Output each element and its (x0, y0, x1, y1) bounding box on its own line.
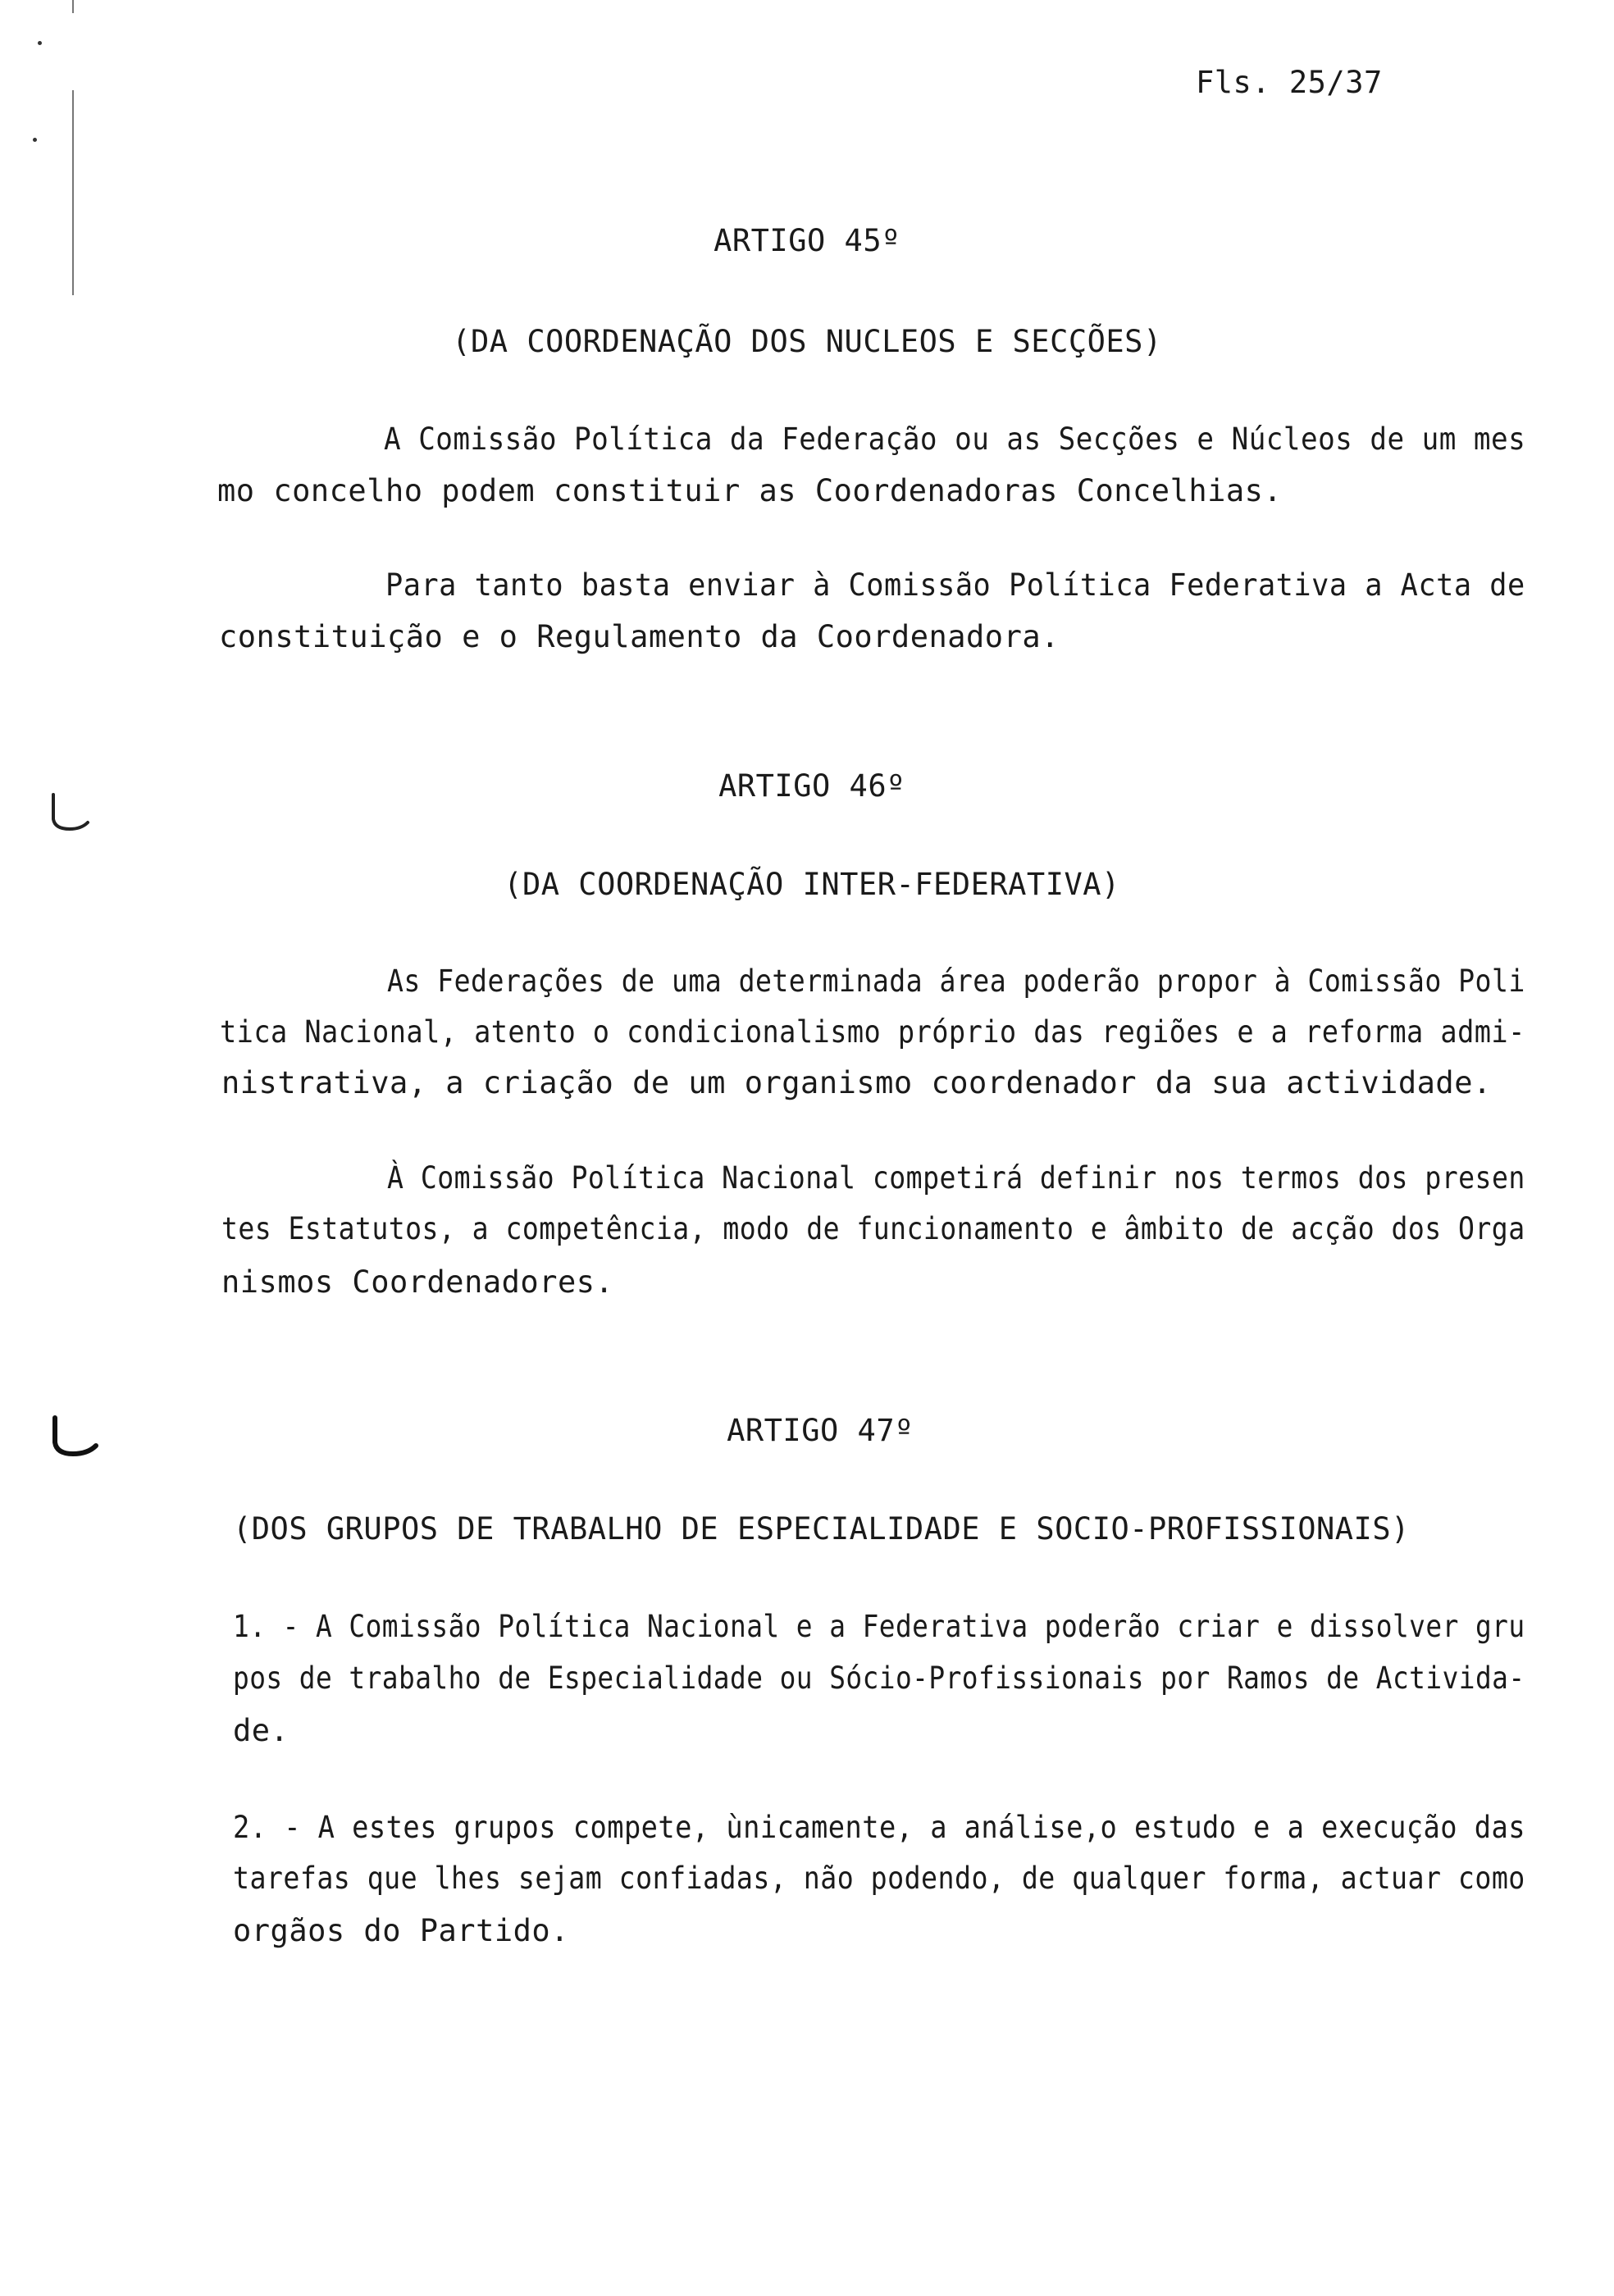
article-heading: ARTIGO 46º (718, 768, 905, 804)
article-heading: ARTIGO 47º (727, 1413, 914, 1448)
paragraph-line: nismos Coordenadores. (221, 1264, 614, 1300)
paragraph-line: de. (233, 1713, 290, 1748)
paragraph-line: nistrativa, a criação de um organismo coordenador da sua actividade. (221, 1065, 1492, 1100)
paragraph-line: A Comissão Política da Federação ou as Secções e Núcleos de um mes (384, 421, 1526, 457)
paragraph-line: As Federações de uma determinada área poderão propor à Comissão Poli (387, 963, 1525, 999)
binding-hook-icon (45, 791, 94, 840)
margin-rule-stub (72, 0, 74, 13)
paragraph-line: constituição e o Regulamento da Coordenadora. (219, 619, 1060, 654)
paragraph-line: 2. - A estes grupos compete, ùnicamente, a análise,o estudo e a execução das (233, 1810, 1525, 1845)
article-subheading: (DOS GRUPOS DE TRABALHO DE ESPECIALIDADE E SOCIO-PROFISSIONAIS) (233, 1511, 1410, 1547)
paragraph-line: tarefas que lhes sejam confiadas, não podendo, de qualquer forma, actuar como (233, 1861, 1525, 1896)
paragraph-line: pos de trabalho de Especialidade ou Sócio-Profissionais por Ramos de Activida- (233, 1660, 1525, 1696)
margin-dot (38, 41, 42, 45)
paragraph-line: orgãos do Partido. (233, 1913, 569, 1948)
paragraph-line: Para tanto basta enviar à Comissão Política Federativa a Acta de (385, 567, 1525, 603)
paragraph-line: À Comissão Política Nacional competirá definir nos termos dos presen (387, 1160, 1525, 1196)
article-subheading: (DA COORDENAÇÃO INTER-FEDERATIVA) (504, 867, 1120, 902)
margin-rule-top (72, 90, 74, 295)
article-heading: ARTIGO 45º (714, 223, 900, 258)
paragraph-line: tica Nacional, atento o condicionalismo próprio das regiões e a reforma admi- (220, 1014, 1525, 1050)
article-subheading: (DA COORDENAÇÃO DOS NUCLEOS E SECÇÕES) (452, 324, 1162, 359)
paragraph-line: tes Estatutos, a competência, modo de funcionamento e âmbito de acção dos Orga (221, 1211, 1525, 1246)
margin-dot (33, 138, 37, 142)
page-number: Fls. 25/37 (1196, 65, 1383, 100)
paragraph-line: 1. - A Comissão Política Nacional e a Federativa poderão criar e dissolver gru (233, 1609, 1525, 1644)
binding-hook-icon (45, 1414, 103, 1464)
paragraph-line: mo concelho podem constituir as Coordenadoras Concelhias. (217, 473, 1283, 508)
